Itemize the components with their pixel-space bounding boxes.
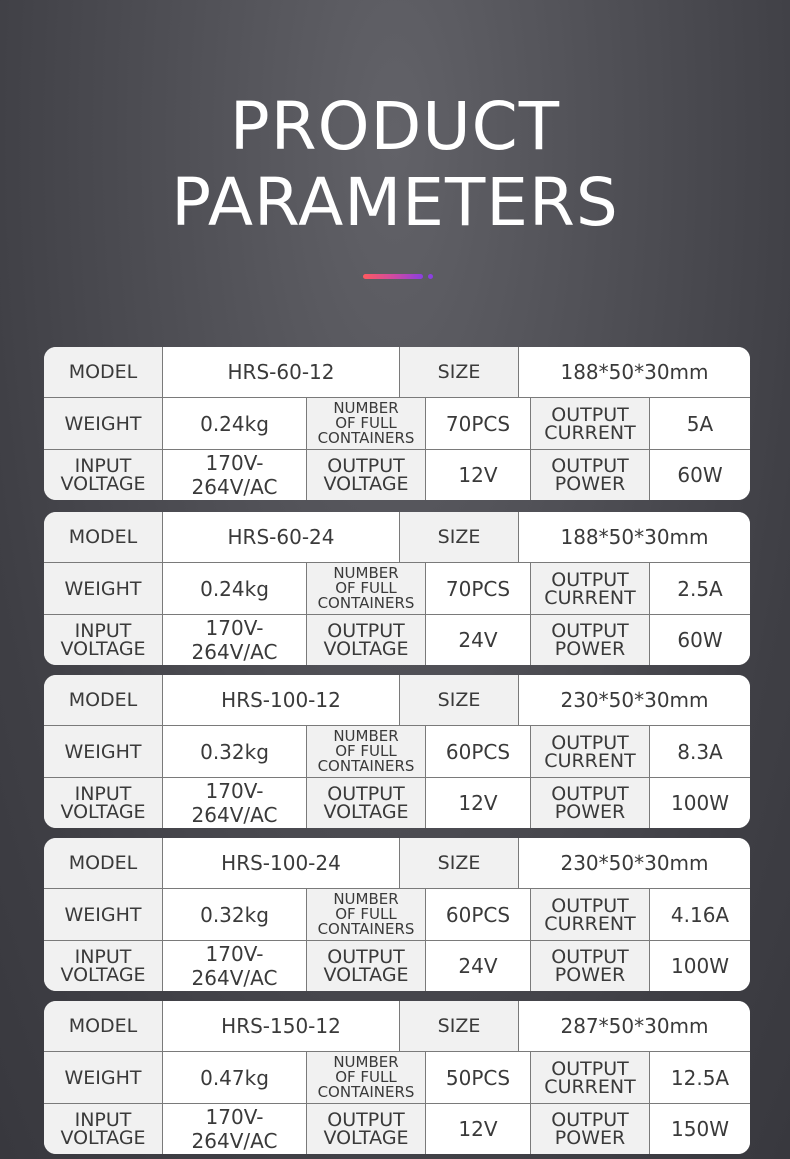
- input-voltage-value: 170V-264V/AC: [163, 941, 307, 991]
- output-current-value: 8.3A: [650, 726, 750, 778]
- output-power-label: OUTPUT POWER: [531, 615, 650, 665]
- output-power-label: OUTPUT POWER: [531, 450, 650, 500]
- output-voltage-value: 12V: [426, 1104, 531, 1154]
- output-power-value: 150W: [650, 1104, 750, 1154]
- output-current-value: 5A: [650, 398, 750, 450]
- input-voltage-value: 170V-264V/AC: [163, 450, 307, 500]
- containers-label: NUMBER OF FULL CONTAINERS: [307, 398, 426, 450]
- containers-value: 50PCS: [426, 1052, 531, 1104]
- containers-label: NUMBER OF FULL CONTAINERS: [307, 889, 426, 941]
- output-voltage-label: OUTPUT VOLTAGE: [307, 778, 426, 828]
- product-table: [44, 512, 750, 665]
- size-label: SIZE: [400, 347, 519, 398]
- output-voltage-label: OUTPUT VOLTAGE: [307, 450, 426, 500]
- weight-value: 0.47kg: [163, 1052, 307, 1104]
- output-power-value: 60W: [650, 450, 750, 500]
- output-current-label: OUTPUT CURRENT: [531, 398, 650, 450]
- model-value: HRS-60-12: [163, 347, 400, 398]
- size-value: 230*50*30mm: [519, 675, 750, 726]
- containers-label: NUMBER OF FULL CONTAINERS: [307, 563, 426, 615]
- weight-label: WEIGHT: [44, 398, 163, 450]
- input-voltage-label: INPUT VOLTAGE: [44, 450, 163, 500]
- containers-label: NUMBER OF FULL CONTAINERS: [307, 1052, 426, 1104]
- output-current-label: OUTPUT CURRENT: [531, 1052, 650, 1104]
- page-title-line2: PARAMETERS: [171, 164, 619, 241]
- model-label: MODEL: [44, 512, 163, 563]
- output-voltage-value: 12V: [426, 450, 531, 500]
- accent-bar: [363, 274, 423, 279]
- weight-value: 0.32kg: [163, 889, 307, 941]
- output-voltage-label: OUTPUT VOLTAGE: [307, 941, 426, 991]
- product-table: [44, 838, 750, 991]
- output-voltage-label: OUTPUT VOLTAGE: [307, 1104, 426, 1154]
- output-power-label: OUTPUT POWER: [531, 778, 650, 828]
- weight-label: WEIGHT: [44, 889, 163, 941]
- model-value: HRS-100-24: [163, 838, 400, 889]
- output-current-label: OUTPUT CURRENT: [531, 889, 650, 941]
- containers-value: 70PCS: [426, 398, 531, 450]
- containers-value: 70PCS: [426, 563, 531, 615]
- containers-label: NUMBER OF FULL CONTAINERS: [307, 726, 426, 778]
- model-value: HRS-150-12: [163, 1001, 400, 1052]
- containers-value: 60PCS: [426, 889, 531, 941]
- product-table: [44, 675, 750, 828]
- product-table: [44, 1001, 750, 1154]
- model-value: HRS-100-12: [163, 675, 400, 726]
- size-label: SIZE: [400, 1001, 519, 1052]
- weight-label: WEIGHT: [44, 726, 163, 778]
- output-power-label: OUTPUT POWER: [531, 941, 650, 991]
- input-voltage-value: 170V-264V/AC: [163, 615, 307, 665]
- weight-value: 0.32kg: [163, 726, 307, 778]
- output-power-value: 100W: [650, 778, 750, 828]
- size-value: 287*50*30mm: [519, 1001, 750, 1052]
- output-voltage-label: OUTPUT VOLTAGE: [307, 615, 426, 665]
- output-voltage-value: 12V: [426, 778, 531, 828]
- model-label: MODEL: [44, 1001, 163, 1052]
- model-label: MODEL: [44, 347, 163, 398]
- model-label: MODEL: [44, 838, 163, 889]
- weight-value: 0.24kg: [163, 563, 307, 615]
- output-voltage-value: 24V: [426, 615, 531, 665]
- size-value: 188*50*30mm: [519, 347, 750, 398]
- model-label: MODEL: [44, 675, 163, 726]
- output-current-label: OUTPUT CURRENT: [531, 563, 650, 615]
- model-value: HRS-60-24: [163, 512, 400, 563]
- page-title-line1: PRODUCT: [229, 88, 561, 165]
- weight-label: WEIGHT: [44, 563, 163, 615]
- output-current-value: 4.16A: [650, 889, 750, 941]
- output-power-value: 60W: [650, 615, 750, 665]
- size-label: SIZE: [400, 512, 519, 563]
- weight-value: 0.24kg: [163, 398, 307, 450]
- output-current-label: OUTPUT CURRENT: [531, 726, 650, 778]
- size-label: SIZE: [400, 838, 519, 889]
- input-voltage-label: INPUT VOLTAGE: [44, 615, 163, 665]
- input-voltage-value: 170V-264V/AC: [163, 778, 307, 828]
- weight-label: WEIGHT: [44, 1052, 163, 1104]
- input-voltage-label: INPUT VOLTAGE: [44, 941, 163, 991]
- size-label: SIZE: [400, 675, 519, 726]
- accent-dot: [428, 274, 433, 279]
- output-current-value: 12.5A: [650, 1052, 750, 1104]
- output-voltage-value: 24V: [426, 941, 531, 991]
- size-value: 188*50*30mm: [519, 512, 750, 563]
- input-voltage-value: 170V-264V/AC: [163, 1104, 307, 1154]
- input-voltage-label: INPUT VOLTAGE: [44, 1104, 163, 1154]
- containers-value: 60PCS: [426, 726, 531, 778]
- product-table: [44, 347, 750, 500]
- output-power-label: OUTPUT POWER: [531, 1104, 650, 1154]
- size-value: 230*50*30mm: [519, 838, 750, 889]
- output-power-value: 100W: [650, 941, 750, 991]
- output-current-value: 2.5A: [650, 563, 750, 615]
- input-voltage-label: INPUT VOLTAGE: [44, 778, 163, 828]
